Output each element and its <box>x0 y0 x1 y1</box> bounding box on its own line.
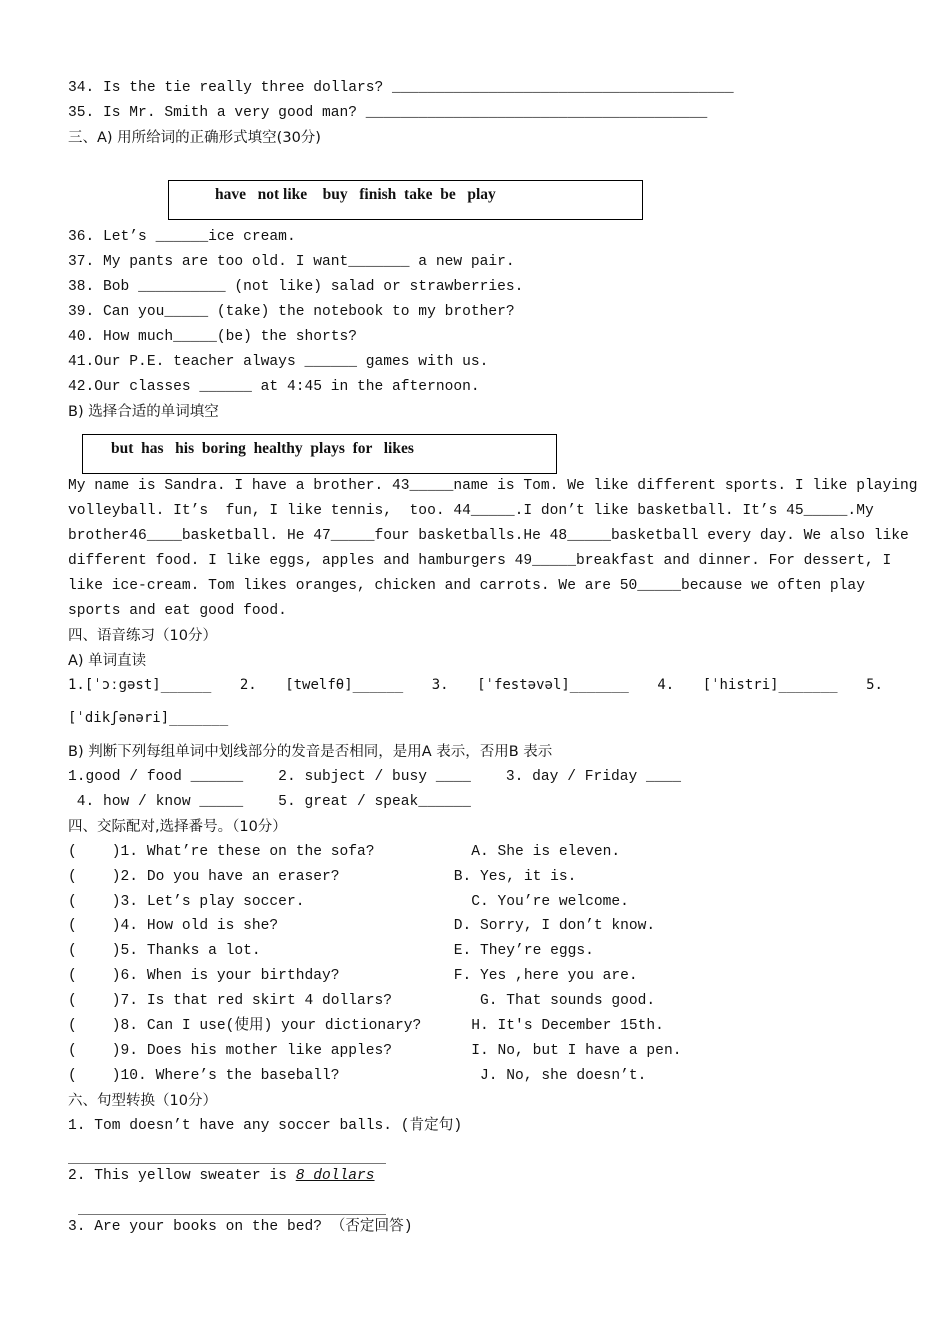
matching-question: ( )1. What’re these on the sofa? <box>68 843 375 860</box>
passage-line: different food. I like eggs, apples and hamburgers 49_____breakfast and dinner. For dessert, I <box>68 552 892 569</box>
section-6-heading: 六、句型转换（10分） <box>68 1092 217 1109</box>
matching-row <box>68 964 883 989</box>
phonetics-b-line-2: 4. how / know _____ 5. great / speak______ <box>68 793 471 810</box>
phonetic-num: 3. <box>431 677 449 694</box>
matching-answer: F. Yes ,here you are. <box>445 968 638 985</box>
phonetic-word-5: [ˈdikʃənəri]_______ <box>68 710 229 727</box>
phonetic-num: 4. <box>657 677 675 694</box>
matching-question: ( )9. Does his mother like apples? <box>68 1042 393 1059</box>
word-box-1: have not like buy finish take be play <box>168 180 643 220</box>
matching-question: ( )3. Let’s play soccer. <box>68 893 305 910</box>
passage-line: volleyball. It’s fun, I like tennis, too. 44_____.I don’t like basketball. It’s 45_____.My <box>68 503 874 520</box>
question-34: 34. Is the tie really three dollars? _______________________________________ <box>68 80 734 96</box>
matching-question: ( )6. When is your birthday? <box>68 968 340 985</box>
matching-row <box>68 890 883 915</box>
word-box-2: but has his boring healthy plays for likes <box>82 434 557 474</box>
phonetic-word: [ˈhistri]_______ <box>702 677 838 694</box>
matching-list <box>68 840 883 1089</box>
matching-question: ( )4. How old is she? <box>68 918 279 935</box>
passage-line: My name is Sandra. I have a brother. 43_____name is Tom. We like different sports. I like playing <box>68 478 918 495</box>
matching-row <box>68 1064 883 1089</box>
matching-row <box>68 939 883 964</box>
matching-question: ( )7. Is that red skirt 4 dollars? <box>68 993 393 1010</box>
section-4-phonetics-heading: 四、语音练习（10分） <box>68 627 217 644</box>
question-38: 38. Bob __________ (not like) salad or strawberries. <box>68 279 524 296</box>
matching-question: ( )8. Can I use(使用) your dictionary? <box>68 1017 422 1034</box>
worksheet-page <box>68 76 918 1240</box>
passage-line: brother46____basketball. He 47_____four basketballs.He 48_____basketball every day. We also like <box>68 528 909 545</box>
passage-line: sports and eat good food. <box>68 602 287 619</box>
matching-question: ( )10. Where’s the baseball? <box>68 1067 340 1084</box>
passage-line: like ice-cream. Tom likes oranges, chicken and carrots. We are 50_____because we often play <box>68 577 865 594</box>
question-35: 35. Is Mr. Smith a very good man? _______________________________________ <box>68 104 708 121</box>
matching-answer: E. They’re eggs. <box>445 943 594 960</box>
matching-answer: G. That sounds good. <box>445 993 656 1010</box>
section-3b-heading: B) 选择合适的单词填空 <box>68 403 219 420</box>
matching-answer: I. No, but I have a pen. <box>445 1042 682 1059</box>
phonetics-b-line-1: 1.good / food ______ 2. subject / busy ____ 3. day / Friday ____ <box>68 769 682 786</box>
phonetics-a-heading: A) 单词直读 <box>68 652 147 669</box>
matching-answer: A. She is eleven. <box>445 843 621 860</box>
transform-question-3: 3. Are your books on the bed? （否定回答) <box>68 1219 413 1236</box>
transform-question-2: 2. This yellow sweater is 8 dollars <box>68 1168 375 1185</box>
matching-answer: C. You’re welcome. <box>445 893 629 910</box>
transform-question-1: 1. Tom doesn’t have any soccer balls. (肯定句) <box>68 1117 463 1134</box>
matching-answer: D. Sorry, I don’t know. <box>445 918 656 935</box>
matching-row <box>68 1039 883 1064</box>
matching-question: ( )5. Thanks a lot. <box>68 943 261 960</box>
question-39: 39. Can you_____ (take) the notebook to my brother? <box>68 304 515 321</box>
matching-row <box>68 914 883 939</box>
phonetic-word: [ˈfestəvəl]_______ <box>477 677 629 694</box>
phonetic-word: [twelfθ]______ <box>285 677 404 694</box>
matching-answer: B. Yes, it is. <box>445 868 577 885</box>
matching-row <box>68 989 883 1014</box>
phonetics-words-row <box>68 673 883 698</box>
question-37: 37. My pants are too old. I want_______ a new pair. <box>68 254 515 271</box>
phonetic-num: 2. <box>239 677 257 694</box>
emphasis-text: 8 dollars <box>295 1168 375 1185</box>
section-3a-heading: 三、A) 用所给词的正确形式填空(30分) <box>68 129 321 146</box>
answer-line <box>68 1138 386 1164</box>
matching-row <box>68 1014 883 1039</box>
question-40: 40. How much_____(be) the shorts? <box>68 328 358 345</box>
matching-heading: 四、交际配对,选择番号。（10分） <box>68 818 287 835</box>
matching-answer: J. No, she doesn’t. <box>445 1067 647 1084</box>
answer-line <box>78 1189 386 1215</box>
matching-answer: H. It's December 15th. <box>445 1017 664 1034</box>
phonetics-b-heading: B) 判断下列每组单词中划线部分的发音是否相同，是用A 表示，否用B 表示 <box>68 744 553 761</box>
question-36: 36. Let’s ______ice cream. <box>68 229 296 246</box>
matching-row <box>68 865 883 890</box>
matching-row <box>68 840 883 865</box>
phonetic-num: 5. <box>866 677 883 694</box>
matching-question: ( )2. Do you have an eraser? <box>68 868 340 885</box>
phonetic-word: 1.[ˈɔːgəst]______ <box>68 677 212 694</box>
question-42: 42.Our classes ______ at 4:45 in the afternoon. <box>68 378 480 395</box>
question-41: 41.Our P.E. teacher always ______ games with us. <box>68 353 489 370</box>
